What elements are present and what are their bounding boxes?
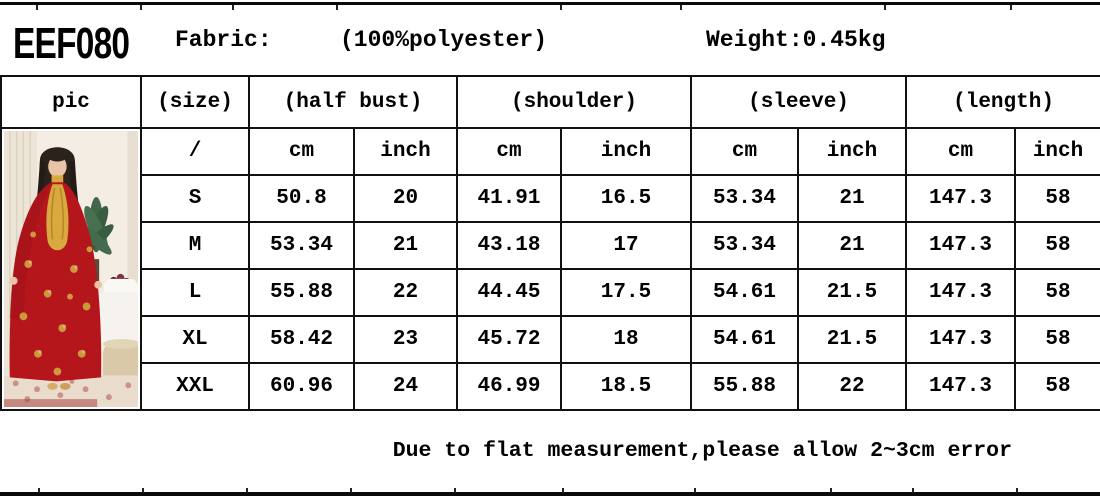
crop-tick <box>38 488 40 493</box>
value-cell: 45.72 <box>457 316 561 363</box>
value-cell: 46.99 <box>457 363 561 410</box>
value-cell: 58 <box>1015 269 1100 316</box>
value-cell: 147.3 <box>906 363 1015 410</box>
table-row-l <box>1 269 1100 316</box>
size-cell: L <box>141 269 249 316</box>
crop-tick <box>246 488 248 493</box>
value-cell: 21 <box>354 222 457 269</box>
crop-tick <box>830 488 832 493</box>
value-cell: 58.42 <box>249 316 354 363</box>
crop-tick <box>454 488 456 493</box>
value-cell: 54.61 <box>691 269 798 316</box>
value-cell: 147.3 <box>906 222 1015 269</box>
value-cell: 50.8 <box>249 175 354 222</box>
value-cell: 22 <box>798 363 906 410</box>
value-cell: 58 <box>1015 175 1100 222</box>
value-cell: 147.3 <box>906 175 1015 222</box>
value-cell: 54.61 <box>691 316 798 363</box>
bottom-border-line <box>0 492 1100 496</box>
value-cell: 21 <box>798 175 906 222</box>
value-cell: 21.5 <box>798 269 906 316</box>
value-cell: 23 <box>354 316 457 363</box>
unit-slash-cell: / <box>141 128 249 175</box>
product-photo-cell <box>1 128 141 410</box>
fabric-value: (100%polyester) <box>340 27 548 53</box>
value-cell: 55.88 <box>691 363 798 410</box>
value-cell: 147.3 <box>906 316 1015 363</box>
crop-tick <box>912 488 914 493</box>
model-code: EEF080 <box>13 19 130 68</box>
value-cell: 18.5 <box>561 363 691 410</box>
crop-tick <box>694 488 696 493</box>
crop-tick <box>1016 488 1018 493</box>
value-cell: 22 <box>354 269 457 316</box>
value-cell: 55.88 <box>249 269 354 316</box>
table-row-xl <box>1 316 1100 363</box>
table-row-m <box>1 222 1100 269</box>
product-photo <box>4 131 138 407</box>
value-cell: 53.34 <box>249 222 354 269</box>
value-cell: 21 <box>798 222 906 269</box>
unit-cell: inch <box>561 128 691 175</box>
group-header-length: (length) <box>906 76 1100 128</box>
value-cell: 17 <box>561 222 691 269</box>
table-row-xxl <box>1 363 1100 410</box>
unit-cell: inch <box>798 128 906 175</box>
value-cell: 17.5 <box>561 269 691 316</box>
size-cell: M <box>141 222 249 269</box>
value-cell: 58 <box>1015 222 1100 269</box>
value-cell: 18 <box>561 316 691 363</box>
crop-tick <box>350 488 352 493</box>
unit-cell: inch <box>354 128 457 175</box>
value-cell: 58 <box>1015 316 1100 363</box>
group-header-sleeve: (sleeve) <box>691 76 906 128</box>
value-cell: 41.91 <box>457 175 561 222</box>
unit-cell: cm <box>906 128 1015 175</box>
value-cell: 21.5 <box>798 316 906 363</box>
size-cell: S <box>141 175 249 222</box>
value-cell: 20 <box>354 175 457 222</box>
crop-tick <box>562 488 564 493</box>
table-row-s <box>1 175 1100 222</box>
size-table <box>0 75 1100 411</box>
crop-tick <box>142 488 144 493</box>
unit-cell: inch <box>1015 128 1100 175</box>
size-cell: XL <box>141 316 249 363</box>
weight-value: Weight:0.45kg <box>706 27 886 53</box>
value-cell: 44.45 <box>457 269 561 316</box>
group-header-half-bust: (half bust) <box>249 76 457 128</box>
col-header-size: (size) <box>141 76 249 128</box>
value-cell: 24 <box>354 363 457 410</box>
fabric-label: Fabric: <box>175 27 272 53</box>
value-cell: 58 <box>1015 363 1100 410</box>
col-header-pic: pic <box>1 76 141 128</box>
unit-cell: cm <box>691 128 798 175</box>
size-cell: XXL <box>141 363 249 410</box>
unit-cell: cm <box>457 128 561 175</box>
measurement-note: Due to flat measurement,please allow 2~3cm error <box>392 438 1012 463</box>
value-cell: 147.3 <box>906 269 1015 316</box>
group-header-shoulder: (shoulder) <box>457 76 691 128</box>
title-bar <box>0 5 1100 75</box>
unit-cell: cm <box>249 128 354 175</box>
value-cell: 16.5 <box>561 175 691 222</box>
value-cell: 43.18 <box>457 222 561 269</box>
value-cell: 53.34 <box>691 222 798 269</box>
product-photo-illustration <box>4 131 138 407</box>
value-cell: 60.96 <box>249 363 354 410</box>
value-cell: 53.34 <box>691 175 798 222</box>
